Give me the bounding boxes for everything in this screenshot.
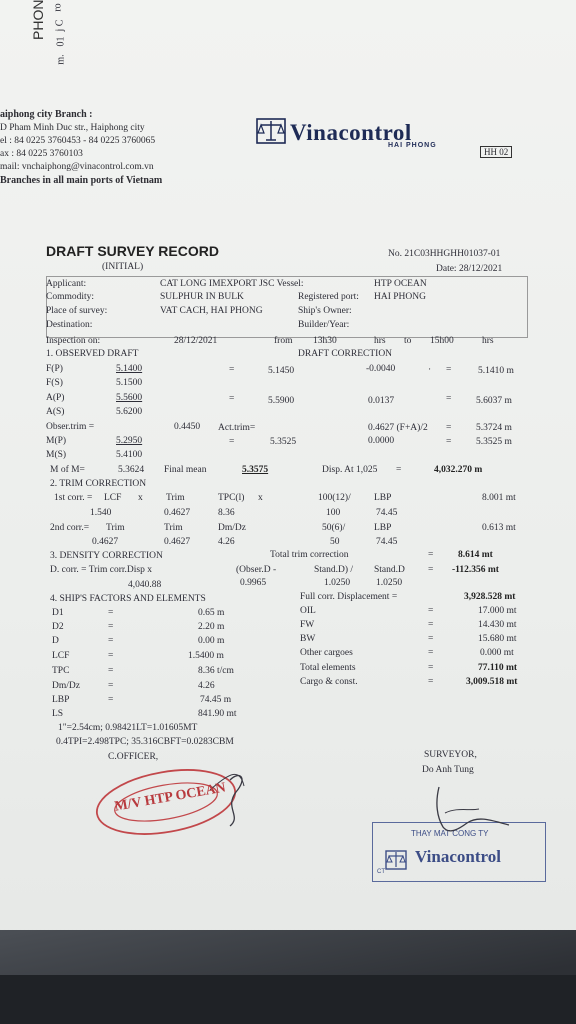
branch-fax: ax : 84 0225 3760103 (0, 149, 83, 159)
element-value: 14.430 mt (478, 620, 517, 630)
full-displacement-label: Full corr. Displacement = (300, 592, 398, 602)
factor-eq: = (108, 651, 114, 661)
dot-mark: · (428, 365, 432, 375)
trim-correction-heading: 2. TRIM CORRECTION (50, 479, 147, 489)
factor-eq: = (108, 666, 114, 676)
page-subtitle: (INITIAL) (102, 262, 144, 272)
branch-ports: Branches in all main ports of Vietnam (0, 175, 163, 186)
officer-label: C.OFFICER, (108, 752, 159, 762)
element-key: Total elements (300, 663, 356, 673)
final-mean-value: 5.3575 (242, 465, 269, 475)
side-phone-text: PHON (30, 0, 46, 40)
factor-key: D2 (52, 622, 64, 632)
factor-key: D1 (52, 608, 64, 618)
factor-key: LCF (52, 651, 70, 661)
factor-eq: = (108, 622, 114, 632)
second-corr-trim-1: 0.4627 (92, 537, 119, 547)
element-key: OIL (300, 606, 316, 616)
density-heading: 3. DENSITY CORRECTION (50, 551, 163, 561)
as-value: 5.6200 (116, 407, 143, 417)
mid-corrected: 5.3525 m (476, 437, 512, 447)
total-trim-label: Total trim correction (270, 550, 349, 560)
stand-d-label-2: Stand.D (374, 565, 405, 575)
port-value: HAI PHONG (374, 292, 426, 302)
vessel-value: HTP OCEAN (374, 279, 427, 289)
record-number: No. 21C03HHGHH01037-01 (388, 249, 501, 259)
factor-value: 2.20 m (198, 622, 225, 632)
port-label: Registered port: (298, 292, 359, 302)
vc-stamp-top: THAY MAT CONG TY (411, 829, 489, 838)
element-key: BW (300, 634, 316, 644)
element-eq: = (428, 620, 434, 630)
aft-correction: 0.0137 (368, 396, 395, 406)
factors-heading: 4. SHIP'S FACTORS AND ELEMENTS (50, 594, 206, 604)
first-corr-100: 100 (326, 508, 341, 518)
second-corr-label: 2nd corr.= (50, 523, 90, 533)
displacement-value: 4,032.270 m (434, 465, 483, 475)
mid-correction: 0.0000 (368, 436, 395, 446)
aft-mean: 5.5900 (268, 396, 295, 406)
second-corr-lbp: 74.45 (376, 537, 398, 547)
background-floor (0, 975, 576, 1024)
side-fragment-d: m. (55, 54, 67, 65)
second-corr-50: 50 (330, 537, 340, 547)
times-1: x (138, 493, 143, 503)
element-key: Cargo & const. (300, 677, 358, 687)
from-label: from (274, 336, 293, 346)
place-label: Place of survey: (46, 306, 108, 316)
mom-label: M of M= (50, 465, 85, 475)
eq-1: = (229, 365, 235, 375)
eq-8: = (396, 465, 402, 475)
eq-4: = (446, 394, 452, 404)
element-eq: = (428, 606, 434, 616)
ms-label: M(S) (46, 450, 67, 460)
element-value: 77.110 mt (478, 663, 518, 673)
fp-value: 5.1400 (116, 364, 143, 374)
density-standard-2: 1.0250 (376, 578, 403, 588)
observed-draft-heading: 1. OBSERVED DRAFT (46, 349, 139, 359)
trim-label-3: Trim (164, 523, 183, 533)
scales-icon (256, 118, 286, 144)
mom-value: 5.3624 (118, 465, 145, 475)
density-value: -112.356 mt (452, 565, 499, 575)
second-corr-value: 0.613 mt (482, 523, 516, 533)
factor-key: Dm/Dz (52, 681, 80, 691)
eq-2: = (446, 365, 452, 375)
draft-correction-heading: DRAFT CORRECTION (298, 349, 393, 359)
stand-d-label: Stand.D) / (314, 565, 354, 575)
dmdz-label: Dm/Dz (218, 523, 246, 533)
element-value: 17.000 mt (478, 606, 517, 616)
conversion-note-2: 0.4TPI=2.498TPC; 35.316CBFT=0.0283CBM (56, 737, 234, 747)
first-corr-label: 1st corr. = (54, 493, 93, 503)
element-eq: = (428, 677, 434, 687)
eq-3: = (229, 394, 235, 404)
aft-corrected: 5.6037 m (476, 396, 512, 406)
branch-name: aiphong city Branch : (0, 109, 93, 120)
time-end: 15h00 (430, 336, 454, 346)
inspection-label: Inspection on: (46, 336, 101, 346)
element-key: FW (300, 620, 315, 630)
element-value: 0.000 mt (480, 648, 514, 658)
factor-eq: = (108, 608, 114, 618)
density-formula: D. corr. = Trim corr.Disp x (50, 565, 152, 575)
place-value: VAT CACH, HAI PHONG (160, 306, 263, 316)
first-corr-value: 8.001 mt (482, 493, 516, 503)
fa-mean: 5.3724 m (476, 423, 512, 433)
second-corr-trim-2: 0.4627 (164, 537, 191, 547)
factor-value: 74.45 m (200, 695, 232, 705)
trim-label-2: Trim (106, 523, 125, 533)
factor-key: D (52, 636, 59, 646)
forward-corrected: 5.1410 m (478, 366, 514, 376)
density-standard: 1.0250 (324, 578, 351, 588)
surveyor-signature (409, 783, 519, 843)
vc-stamp-ct: CT (377, 869, 385, 875)
factor-100: 100(12)/ (318, 493, 351, 503)
logo-city: HAI PHONG (388, 142, 437, 149)
owner-label: Ship's Owner: (298, 306, 352, 316)
full-displacement-value: 3,928.528 mt (464, 592, 516, 602)
factor-eq: = (108, 636, 114, 646)
eq-9: = (428, 550, 434, 560)
branch-address: D Pham Minh Duc str., Haiphong city (0, 123, 145, 133)
first-corr-trim: 0.4627 (164, 508, 191, 518)
builder-label: Builder/Year: (298, 320, 350, 330)
first-corr-lbp: 74.45 (376, 508, 398, 518)
mp-value: 5.2950 (116, 436, 143, 446)
time-start: 13h30 (313, 336, 337, 346)
eq-6: = (229, 437, 235, 447)
first-corr-lcf: 1.540 (90, 508, 112, 518)
times-2: x (258, 493, 263, 503)
factor-50: 50(6)/ (322, 523, 346, 533)
factor-value: 8.36 t/cm (198, 666, 234, 676)
branch-email: mail: vnchaiphong@vinacontrol.com.vn (0, 162, 154, 172)
commodity-value: SULPHUR IN BULK (160, 292, 244, 302)
as-label: A(S) (46, 407, 65, 417)
destination-label: Destination: (46, 320, 93, 330)
obser-d-label: (Obser.D - (236, 565, 277, 575)
logo-name: Vinacontrol (290, 120, 412, 145)
element-eq: = (428, 648, 434, 658)
element-eq: = (428, 634, 434, 644)
applicant-value: CAT LONG IMEXPORT JSC Vessel: (160, 279, 304, 289)
final-mean-label: Final mean (164, 465, 207, 475)
factor-value: 841.90 mt (198, 709, 237, 719)
observed-trim-value: 0.4450 (174, 422, 201, 432)
to-label: to (404, 336, 412, 346)
first-corr-tpc: 8.36 (218, 508, 235, 518)
ship-stamp (90, 760, 250, 840)
branch-info (0, 108, 162, 188)
factor-key: TPC (52, 666, 70, 676)
ship-stamp-name: M/V HTP OCEAN (113, 780, 227, 815)
mp-label: M(P) (46, 436, 67, 446)
fs-label: F(S) (46, 378, 63, 388)
forward-correction: -0.0040 (366, 364, 396, 374)
factor-value: 0.65 m (198, 608, 225, 618)
page-title: DRAFT SURVEY RECORD (46, 243, 219, 259)
forward-mean: 5.1450 (268, 366, 295, 376)
form-code: HH 02 (480, 146, 512, 158)
trim-label-1: Trim (166, 493, 185, 503)
lcf-label: LCF (104, 493, 122, 503)
eq-5: = (446, 423, 452, 433)
commodity-label: Commodity: (46, 292, 95, 302)
hrs-label-2: hrs (482, 336, 494, 346)
ms-value: 5.4100 (116, 450, 143, 460)
vinacontrol-logo (256, 118, 437, 149)
vc-stamp-name: Vinacontrol (415, 847, 501, 866)
lbp-label-1: LBP (374, 493, 392, 503)
fp-label: F(P) (46, 364, 63, 374)
scales-icon (385, 850, 407, 870)
density-observed: 0.9965 (240, 578, 267, 588)
side-fragment-b: j C (54, 19, 66, 32)
hrs-label: hrs (374, 336, 386, 346)
actual-trim-label: Act.trim= (218, 423, 256, 433)
mid-mean: 5.3525 (270, 437, 297, 447)
vinacontrol-stamp (372, 822, 546, 882)
surveyor-label: SURVEYOR, (424, 750, 477, 760)
surveyor-name: Do Anh Tung (422, 765, 474, 775)
second-corr-dmdz: 4.26 (218, 537, 235, 547)
factor-value: 1.5400 m (188, 651, 224, 661)
side-fragment-c: 01 (55, 36, 67, 47)
factor-key: LS (52, 709, 64, 719)
total-trim-value: 8.614 mt (458, 550, 493, 560)
observed-trim-label: Obser.trim = (46, 422, 95, 432)
element-value: 15.680 mt (478, 634, 517, 644)
tpc-label: TPC(l) (218, 493, 245, 503)
lbp-label-2: LBP (374, 523, 392, 533)
branch-tel: el : 84 0225 3760453 - 84 0225 3760065 (0, 136, 156, 146)
factor-key: LBP (52, 695, 70, 705)
element-value: 3,009.518 mt (466, 677, 518, 687)
applicant-label: Applicant: (46, 279, 87, 289)
ap-value: 5.5600 (116, 393, 143, 403)
factor-value: 0.00 m (198, 636, 225, 646)
eq-10: = (428, 565, 434, 575)
eq-7: = (446, 437, 452, 447)
displacement-label: Disp. At 1,025 (322, 465, 378, 475)
factor-eq: = (108, 695, 114, 705)
element-key: Other cargoes (300, 648, 353, 658)
conversion-note-1: 1"=2.54cm; 0.98421LT=1.01605MT (58, 723, 198, 733)
density-disp: 4,040.88 (128, 580, 162, 590)
element-eq: = (428, 663, 434, 673)
side-fragment-a: ro (52, 3, 64, 12)
actual-trim-value: 0.4627 (F+A)/2 (368, 423, 428, 433)
ap-label: A(P) (46, 393, 65, 403)
record-date: Date: 28/12/2021 (436, 264, 503, 274)
inspection-date: 28/12/2021 (174, 336, 218, 346)
factor-eq: = (108, 681, 114, 691)
factor-value: 4.26 (198, 681, 215, 691)
fs-value: 5.1500 (116, 378, 143, 388)
